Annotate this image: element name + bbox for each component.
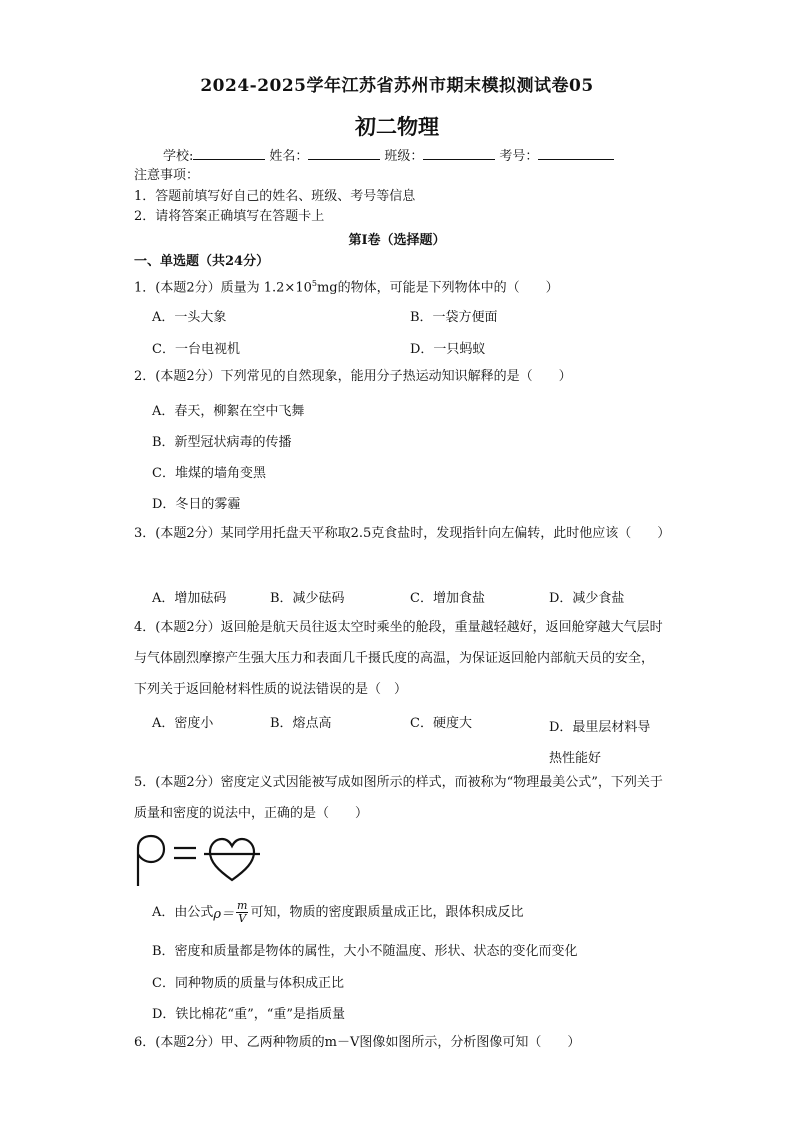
q1-option-b[interactable]: B．一袋方便面 bbox=[410, 310, 498, 325]
part-title: 一、单选题（共24分） bbox=[134, 254, 270, 269]
q1-option-a[interactable]: A．一头大象 bbox=[152, 310, 227, 325]
question-5-stem: 5．(本题2分）密度定义式因能被写成如图所示的样式，而被称为“物理最美公式”，下列关于质量和密度的说法中，正确的是（ ） bbox=[134, 775, 663, 821]
q5-option-b[interactable]: B．密度和质量都是物体的属性，大小不随温度、形状、状态的变化而变化 bbox=[152, 944, 578, 959]
notes-item-2: 2．请将答案正确填写在答题卡上 bbox=[134, 209, 325, 224]
question-1-stem: 1．(本题2分）质量为 $1.2\times 10^5mg$的物体，可能是下列物体中的（ ） bbox=[134, 279, 559, 296]
exam-subject: 初二物理 bbox=[355, 114, 439, 139]
notes-heading: 注意事项： bbox=[134, 168, 200, 183]
school-label: 学校: bbox=[163, 149, 194, 164]
name-label: 姓名： bbox=[269, 149, 309, 164]
q1-option-d[interactable]: D．一只蚂蚁 bbox=[410, 342, 486, 357]
q2-option-c[interactable]: C．堆煤的墙角变黑 bbox=[152, 466, 266, 481]
class-label: 班级： bbox=[384, 149, 424, 164]
q4-option-c[interactable]: C．硬度大 bbox=[410, 716, 472, 731]
q1-option-c[interactable]: C．一台电视机 bbox=[152, 342, 240, 357]
q3-option-c[interactable]: C．增加食盐 bbox=[410, 591, 485, 606]
rho-heart-formula-figure bbox=[134, 834, 264, 888]
q4-option-b[interactable]: B．熔点高 bbox=[270, 716, 332, 731]
heart-icon bbox=[210, 839, 254, 880]
question-2-stem: 2．(本题2分）下列常见的自然现象，能用分子热运动知识解释的是（ ） bbox=[134, 369, 572, 384]
number-blank[interactable] bbox=[538, 147, 614, 160]
q2-option-b[interactable]: B．新型冠状病毒的传播 bbox=[152, 435, 292, 450]
class-blank[interactable] bbox=[423, 147, 495, 160]
rho-symbol-shape bbox=[138, 836, 164, 886]
q3-option-a[interactable]: A．增加砝码 bbox=[152, 591, 227, 606]
question-3-stem: 3．(本题2分）某同学用托盘天平称取2.5克食盐时，发现指针向左偏转，此时他应该（ ） bbox=[134, 526, 671, 541]
school-blank[interactable] bbox=[193, 147, 265, 160]
q2-option-d[interactable]: D．冬日的雾霾 bbox=[152, 497, 241, 512]
question-4-stem: 4．(本题2分）返回舱是航天员往返太空时乘坐的舱段，重量越轻越好，返回舱穿越大气层时与气体剧烈摩擦产生强大压力和表面几千摄氏度的高温，为保证返回舱内部航天员的安全，下列关于返回舱材料性质的说法错误的是（ ） bbox=[134, 620, 663, 697]
name-blank[interactable] bbox=[308, 147, 380, 160]
number-label: 考号： bbox=[499, 149, 539, 164]
exam-title: 2024-2025学年江苏省苏州市期末模拟测试卷05 bbox=[200, 76, 594, 96]
section-title: 第I卷（选择题） bbox=[348, 233, 446, 248]
q3-option-d[interactable]: D．减少食盐 bbox=[549, 591, 625, 606]
q4-option-a[interactable]: A．密度小 bbox=[152, 716, 214, 731]
q5-option-c[interactable]: C．同种物质的质量与体积成正比 bbox=[152, 976, 344, 991]
q2-option-a[interactable]: A．春天，柳絮在空中飞舞 bbox=[152, 404, 305, 419]
notes-item-1: 1．答题前填写好自己的姓名、班级、考号等信息 bbox=[134, 188, 416, 204]
question-6-stem: 6．(本题2分）甲、乙两种物质的m－V图像如图所示，分析图像可知（ ） bbox=[134, 1035, 581, 1050]
q5-option-a[interactable]: A．由公式ρ＝ $\frac{m}{V}$ 可知，物质的密度跟质量成正比，跟体积成反比 bbox=[152, 899, 524, 925]
q5-option-d[interactable]: D．铁比棉花“重”，“重”是指质量 bbox=[152, 1007, 346, 1022]
notes-block bbox=[134, 166, 415, 228]
q4-option-d[interactable]: D．最里层材料导热性能好 bbox=[549, 720, 651, 766]
q3-option-b[interactable]: B．减少砝码 bbox=[270, 591, 345, 606]
student-info-line bbox=[163, 145, 618, 164]
